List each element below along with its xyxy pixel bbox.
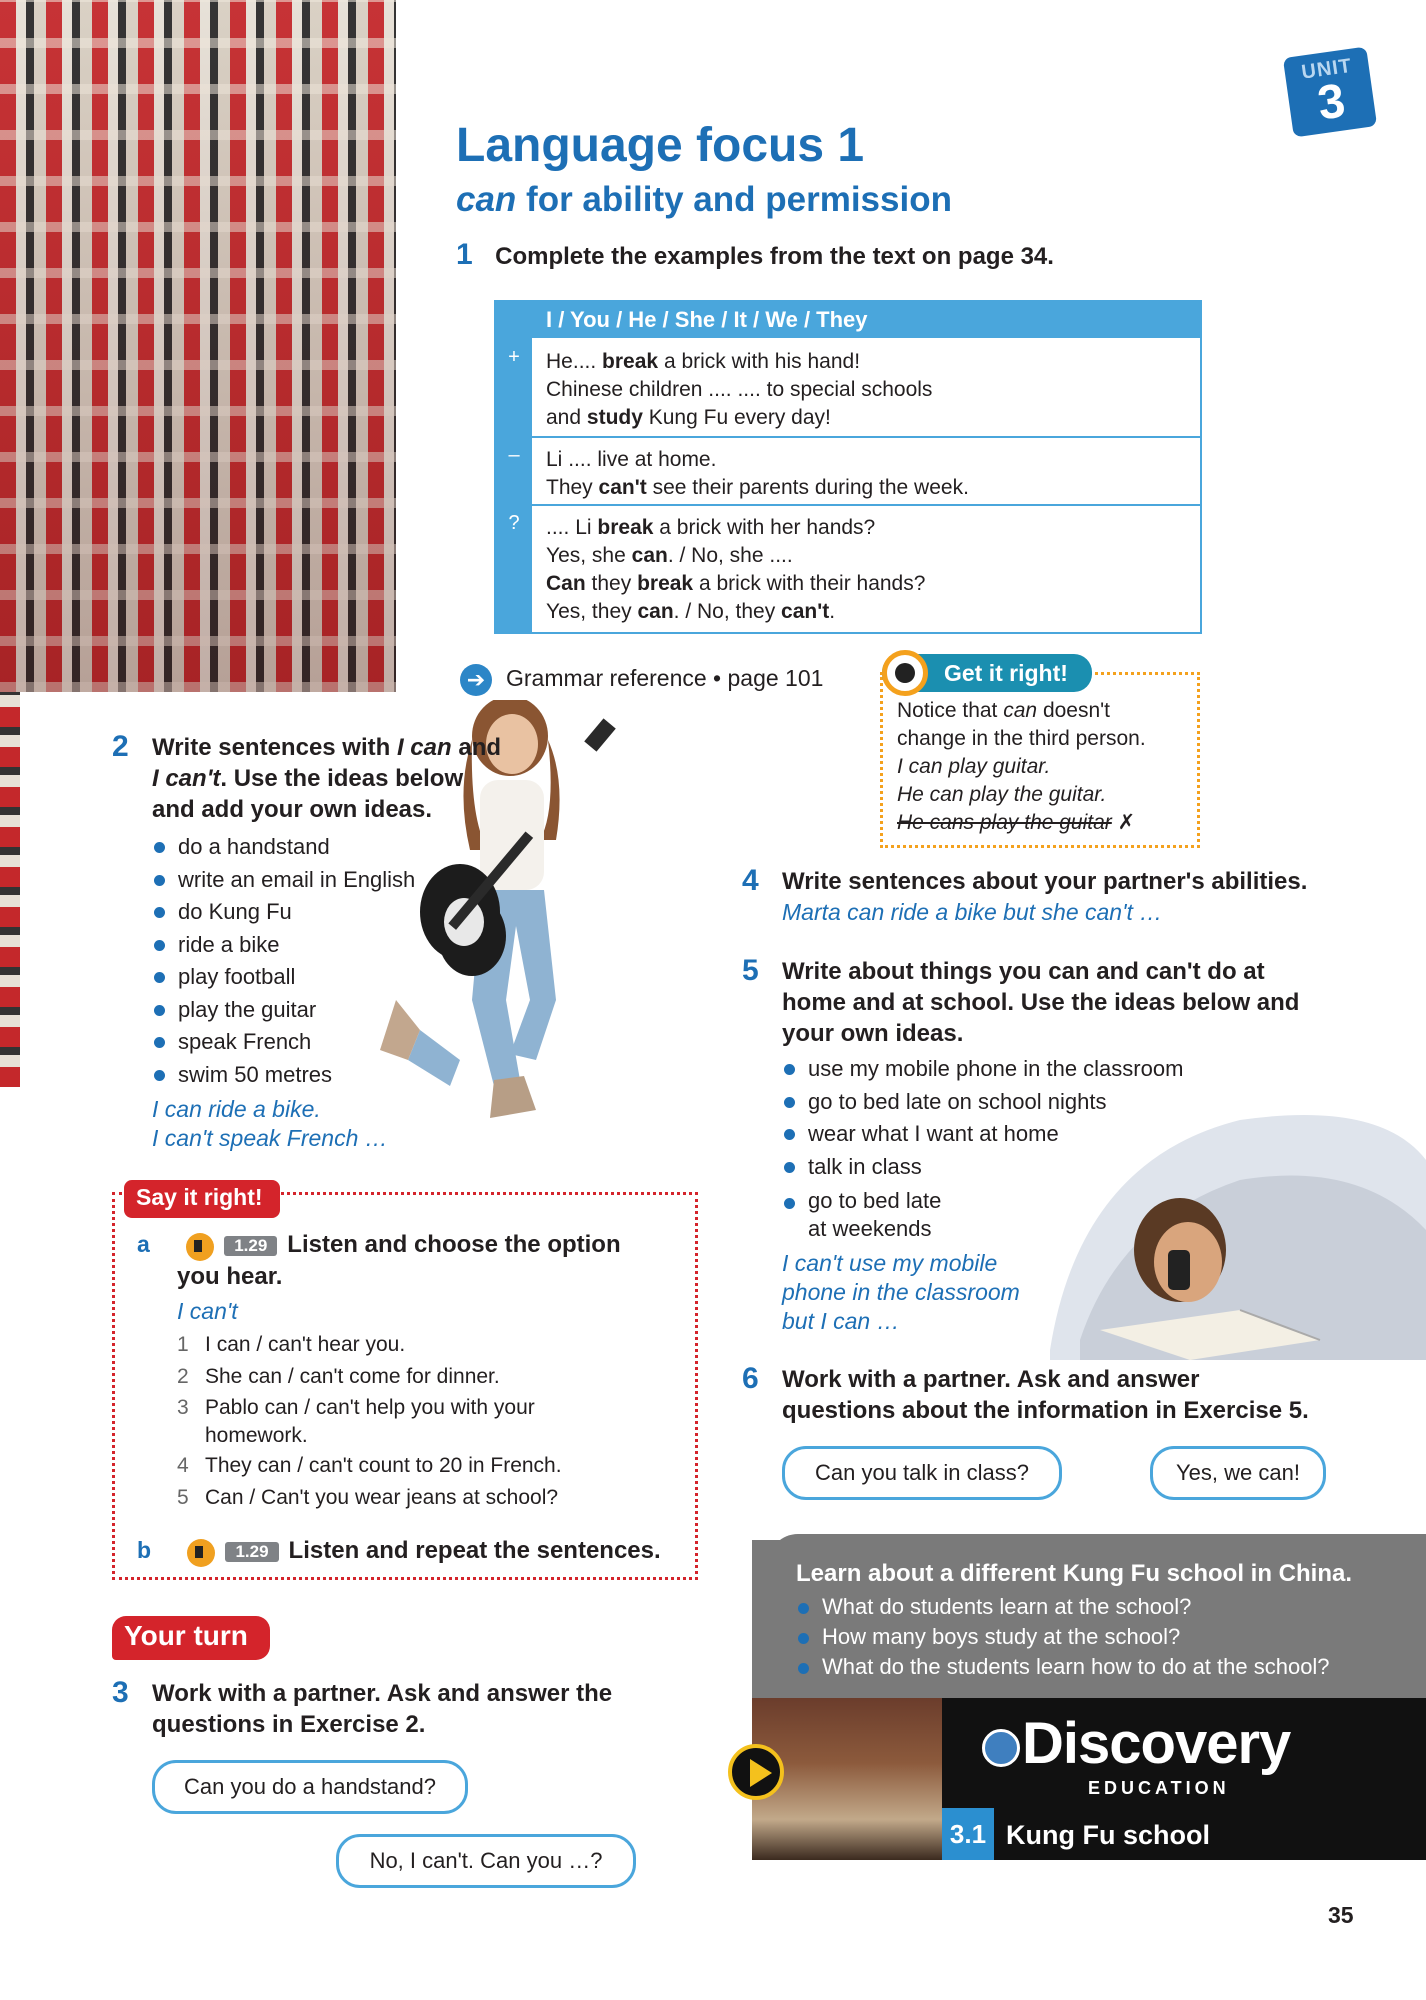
speech-bubble: Yes, we can! <box>1150 1446 1326 1500</box>
list-item: 4 They can / can't count to 20 in French. <box>177 1453 562 1477</box>
unit-number: 3 <box>1314 74 1349 131</box>
list-item: ride a bike <box>152 929 501 962</box>
exercise-2-ideas-list <box>152 831 501 1091</box>
audio-speaker-icon[interactable] <box>185 1537 219 1567</box>
table-header: I / You / He / She / It / We / They <box>496 302 1200 338</box>
get-it-right-tab: Get it right! <box>882 654 1092 692</box>
speech-bubble: Can you do a handstand? <box>152 1760 468 1814</box>
exercise-5: 5 Write about things you can and can't do at home and at school. Use the ideas below and your own ideas. use my mobile phone in the classroom go to bed late on school nights wear what I want at home talk in class go to bed late at weekends I can't use my mobile phone in the classroom but I can … <box>742 954 1300 1334</box>
list-item: wear what I want at home <box>782 1118 1299 1151</box>
audio-speaker-icon[interactable] <box>184 1231 218 1261</box>
play-icon[interactable] <box>728 1744 784 1800</box>
list-item: speak French <box>152 1026 501 1059</box>
list-item: use my mobile phone in the classroom <box>782 1053 1299 1086</box>
your-turn-label: Your turn <box>112 1616 270 1660</box>
page-number: 35 <box>1328 1902 1354 1928</box>
affirmative-symbol: + <box>508 346 520 368</box>
globe-icon <box>982 1729 1020 1767</box>
exercise-4: 4 Write sentences about your partner's abilities. Marta can ride a bike but she can't … <box>742 864 1308 925</box>
get-it-right-box: Notice that can doesn't change in the third person. I can play guitar. He can play the guitar. He cans play the guitar ✗ <box>880 672 1200 848</box>
unit-label: UNIT <box>1300 54 1354 84</box>
list-item: play football <box>152 961 501 994</box>
kung-fu-students-photo <box>0 0 396 692</box>
grammar-reference-link[interactable]: ➔ Grammar reference • page 101 <box>460 664 823 696</box>
page-subtitle: can for ability and permission <box>456 180 952 219</box>
discovery-video-panel[interactable]: Discovery EDUCATION 3.1 Kung Fu school <box>752 1698 1426 1860</box>
list-item: 2 She can / can't come for dinner. <box>177 1365 500 1389</box>
speech-bubble: Can you talk in class? <box>782 1446 1062 1500</box>
list-item: swim 50 metres <box>152 1059 501 1092</box>
arrow-right-icon: ➔ <box>460 664 492 696</box>
table-row: Li .... live at home. They can't see their parents during the week. <box>546 448 969 499</box>
exercise-3: 3 Work with a partner. Ask and answer the questions in Exercise 2. <box>112 1676 613 1738</box>
exercise-6: 6 Work with a partner. Ask and answer questions about the information in Exercise 5. <box>742 1362 1309 1424</box>
discovery-questions-panel: Learn about a different Kung Fu school in China. What do students learn at the school? How many boys study at the school? What do the students learn how to do at the school? <box>752 1540 1426 1698</box>
list-item: 3 Pablo can / can't help you with your <box>177 1395 535 1419</box>
list-item: go to bed late at weekends <box>782 1187 1299 1243</box>
say-it-right-tab: Say it right! <box>124 1180 280 1218</box>
exercise-1-heading: 1 Complete the examples from the text on page 34. <box>456 238 1054 271</box>
eye-icon <box>882 650 928 696</box>
list-item: homework. <box>205 1423 308 1447</box>
list-item: play the guitar <box>152 994 501 1027</box>
question-symbol: ? <box>508 512 520 534</box>
list-item: go to bed late on school nights <box>782 1086 1299 1119</box>
list-item: How many boys study at the school? <box>796 1622 1330 1652</box>
list-item: 1 I can / can't hear you. <box>177 1332 406 1356</box>
list-item: write an email in English <box>152 864 501 897</box>
list-item: do a handstand <box>152 831 501 864</box>
list-item: What do students learn at the school? <box>796 1592 1330 1622</box>
list-item: 5 Can / Can't you wear jeans at school? <box>177 1486 559 1510</box>
list-item: What do the students learn how to do at the school? <box>796 1652 1330 1682</box>
speech-bubble: No, I can't. Can you …? <box>336 1834 636 1888</box>
page-title: Language focus 1 <box>456 119 865 172</box>
list-item: talk in class <box>782 1151 1299 1184</box>
negative-symbol: – <box>508 444 520 466</box>
table-row: He.... break a brick with his hand! Chinese children .... .... to special schools and study Kung Fu every day! <box>546 350 933 429</box>
table-row: .... Li break a brick with her hands? Yes, she can. / No, she .... Can they break a brick with their hands? Yes, they can. / No, they can't. <box>546 516 926 623</box>
exercise-2: 2 Write sentences with I can and I can't. Use the ideas below and add your own ideas. do a handstand write an email in English do Kung Fu ride a bike play football play the guitar speak French swim 50 metres I can ride a bike. I can't speak French … <box>112 730 502 1151</box>
say-it-right-box: a 1.29 Listen and choose the option you hear. I can't 1 I can / can't hear you. 2 She can / can't come for dinner. 3 Pablo can / can't help you with your homework. 4 They can / can't count to 20 in French. 5 Can / Can't you wear jeans at school? b 1.29 Listen and repeat the sentences. <box>112 1192 698 1580</box>
unit-badge <box>1283 47 1377 138</box>
photo-edge-strip <box>0 692 20 1087</box>
exercise-5-ideas-list <box>782 1053 1299 1243</box>
list-item: do Kung Fu <box>152 896 501 929</box>
grammar-table <box>494 300 1202 634</box>
